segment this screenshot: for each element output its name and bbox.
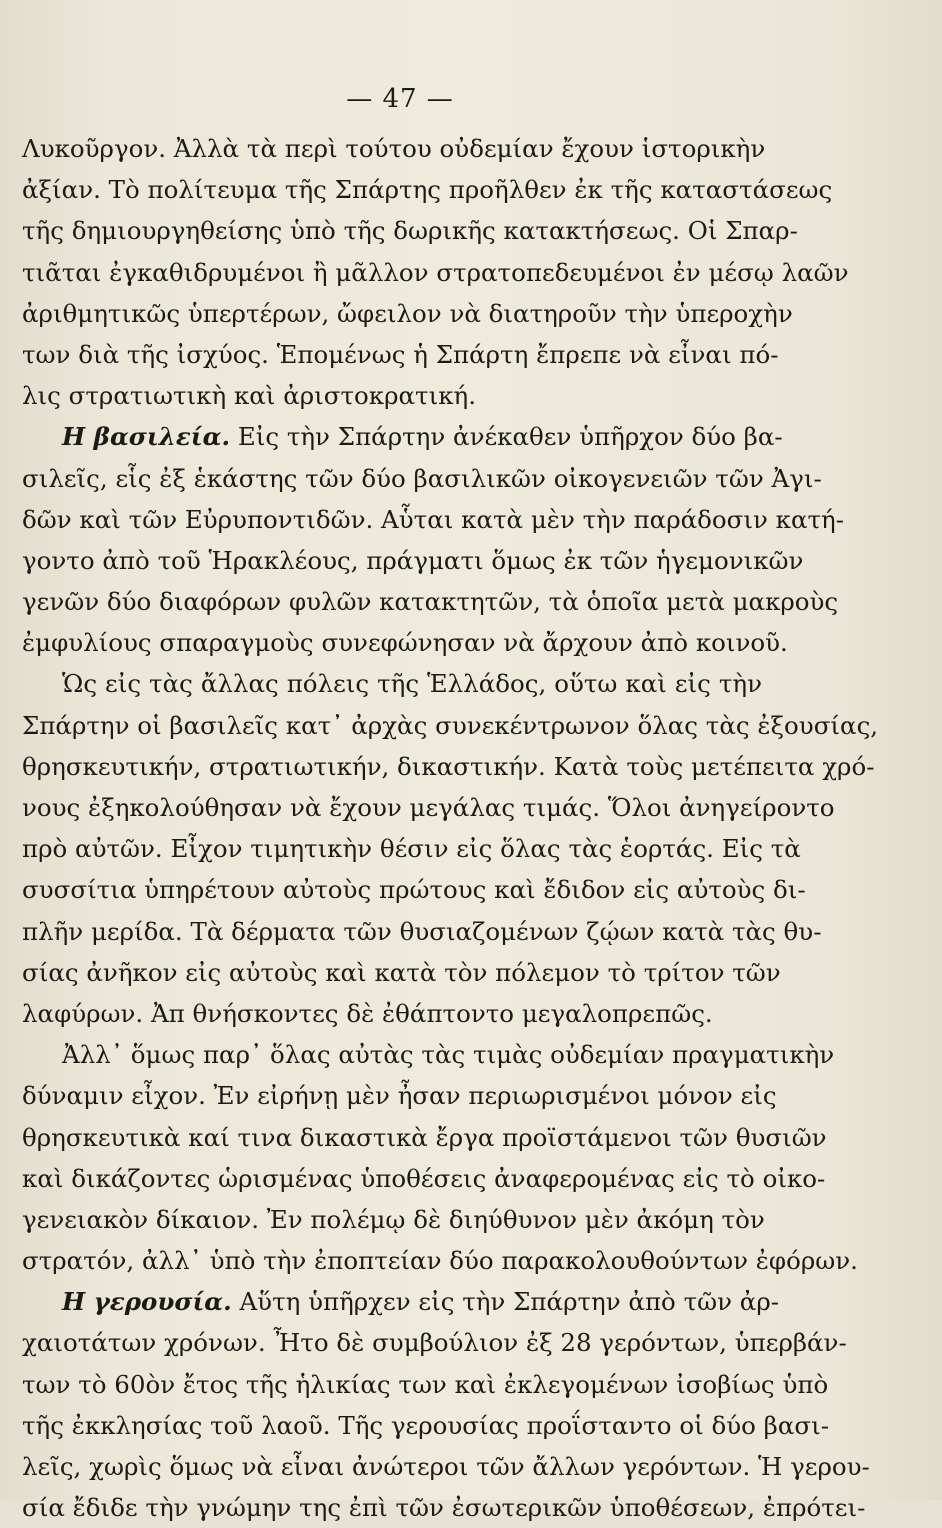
text-line	[22, 375, 762, 416]
text-line	[22, 458, 822, 499]
line-text: σία ἔδιδε τὴν γνώμην της ἐπὶ τῶν ἐσωτερικῶν ὑποθέσεων, ἐπρότει-	[22, 1493, 866, 1523]
line-text: στρατόν, ἀλλ᾿ ὑπὸ τὴν ἐποπτείαν δύο παρακολουθούντων ἐφόρων.	[22, 1246, 858, 1276]
text-line	[22, 293, 793, 334]
line-text: θρησκευτικὰ καί τινα δικαστικὰ ἔργα προϊστάμενοι τῶν θυσιῶν	[22, 1122, 827, 1152]
line-text: πλῆν μερίδα. Τὰ δέρματα τῶν θυσιαζομένων ζῴων κατὰ τὰς θυ-	[22, 916, 822, 946]
text-line	[22, 911, 822, 952]
text-line	[22, 169, 833, 210]
text-line	[22, 952, 781, 993]
text-line	[22, 1075, 777, 1116]
text-line	[22, 334, 779, 375]
line-text: καὶ δικάζοντες ὡρισμένας ὑποθέσεις ἀναφερομένας εἰς τὸ οἰκο-	[22, 1163, 826, 1193]
section-heading: Η βασιλεία.	[62, 422, 231, 452]
page-number: — 47 —	[346, 84, 454, 114]
line-text: Ἀλλ᾿ ὅμως παρ᾿ ὅλας αὐτὰς τὰς τιμὰς οὐδεμίαν πραγματικὴν	[62, 1040, 835, 1070]
text-line	[22, 1158, 826, 1199]
line-text: τῆς δημιουργηθείσης ὑπὸ τῆς δωρικῆς κατακτήσεως. Οἱ Σπαρ-	[22, 216, 798, 246]
line-text: τῆς ἐκκλησίας τοῦ λαοῦ. Τῆς γερουσίας προΐσταντο οἱ δύο βασι-	[22, 1410, 829, 1440]
line-text: Λυκοῦργον. Ἀλλὰ τὰ περὶ τούτου οὐδεμίαν ἔχουν ἱστορικὴν	[22, 134, 766, 163]
text-line	[22, 1117, 827, 1158]
line-text: γενῶν δύο διαφόρων φυλῶν κατακτητῶν, τὰ ὁποῖα μετὰ μακροὺς	[22, 587, 839, 617]
text-line	[22, 581, 839, 622]
line-text: τιᾶται ἐγκαθιδρυμένοι ἢ μᾶλλον στρατοπεδευμένοι ἐν μέσῳ λαῶν	[22, 257, 849, 287]
text-line	[22, 1199, 765, 1240]
text-line	[22, 1487, 866, 1528]
text-line	[22, 540, 804, 581]
line-text: δῶν καὶ τῶν Εὐρυποντιδῶν. Αὗται κατὰ μὲν τὴν παράδοσιν κατή-	[22, 504, 845, 534]
text-line	[22, 1446, 870, 1487]
text-line	[22, 869, 806, 910]
line-text: Σπάρτην οἱ βασιλεῖς κατ᾿ ἀρχὰς συνεκέντρωνον ὅλας τὰς ἐξουσίας,	[22, 710, 879, 740]
text-line	[22, 787, 835, 828]
body-text	[22, 128, 879, 1528]
line-text: ἀξίαν. Τὸ πολίτευμα τῆς Σπάρτης προῆλθεν ἐκ τῆς καταστάσεως	[22, 175, 833, 205]
text-line	[22, 1364, 829, 1405]
text-line	[22, 128, 766, 169]
line-text: γοντο ἀπὸ τοῦ Ἡρακλέους, πράγματι ὅμως ἐκ τῶν ἡγεμονικῶν	[22, 545, 804, 575]
text-line	[22, 1405, 829, 1446]
text-line	[22, 746, 875, 787]
line-text: λαφύρων. Ἀπ θνήσκοντες δὲ ἐθάπτοντο μεγαλοπρεπῶς.	[22, 998, 713, 1028]
text-line	[22, 1034, 835, 1075]
line-text: συσσίτια ὑπηρέτουν αὐτοὺς πρώτους καὶ ἔδιδον εἰς αὐτοὺς δι-	[22, 875, 806, 905]
line-text: Ὡς εἰς τὰς ἄλλας πόλεις τῆς Ἑλλάδος, οὕτω καὶ εἰς τὴν	[62, 669, 762, 699]
text-line	[22, 622, 788, 663]
line-text: χαιοτάτων χρόνων. Ἦτο δὲ συμβούλιον ἐξ 28 γερόντων, ὑπερβάν-	[22, 1328, 847, 1358]
text-line	[22, 663, 762, 704]
text-line	[22, 993, 762, 1034]
section-heading: Η γερουσία.	[62, 1287, 232, 1317]
line-text: σιλεῖς, εἷς ἐξ ἑκάστης τῶν δύο βασιλικῶν οἰκογενειῶν τῶν Ἀγι-	[22, 463, 822, 493]
text-line	[22, 1322, 847, 1363]
text-line	[22, 1240, 858, 1281]
line-text: ἀριθμητικῶς ὑπερτέρων, ὤφειλον νὰ διατηροῦν τὴν ὑπεροχὴν	[22, 298, 793, 328]
text-line	[22, 416, 783, 457]
line-text: σίας ἀνῆκον εἰς αὐτοὺς καὶ κατὰ τὸν πόλεμον τὸ τρίτον τῶν	[22, 957, 781, 987]
line-text: Αὕτη ὑπῆρχεν εἰς τὴν Σπάρτην ἀπὸ τῶν ἀρ-	[239, 1287, 780, 1317]
line-text: Εἰς τὴν Σπάρτην ἀνέκαθεν ὑπῆρχον δύο βα-	[237, 422, 783, 452]
text-line	[22, 252, 849, 293]
text-line	[22, 705, 879, 746]
line-text: θρησκευτικήν, στρατιωτικήν, δικαστικήν. Κατὰ τοὺς μετέπειτα χρό-	[22, 751, 875, 781]
text-line	[22, 828, 801, 869]
line-text: λεῖς, χωρὶς ὅμως νὰ εἶναι ἀνώτεροι τῶν ἄλλων γερόντων. Ἡ γερου-	[22, 1452, 870, 1481]
line-text: των διὰ τῆς ἰσχύος. Ἑπομένως ἡ Σπάρτη ἔπρεπε νὰ εἶναι πό-	[22, 339, 779, 369]
text-line	[22, 210, 798, 251]
text-line	[22, 1281, 780, 1322]
line-text: λις στρατιωτικὴ καὶ ἀριστοκρατική.	[22, 381, 476, 411]
line-text: δύναμιν εἶχον. Ἐν εἰρήνῃ μὲν ἦσαν περιωρισμένοι μόνον εἰς	[22, 1081, 777, 1111]
text-line	[22, 499, 845, 540]
line-text: των τὸ 60ὸν ἔτος τῆς ἡλικίας των καὶ ἐκλεγομένων ἰσοβίως ὑπὸ	[22, 1369, 829, 1399]
line-text: πρὸ αὐτῶν. Εἶχον τιμητικὴν θέσιν εἰς ὅλας τὰς ἑορτάς. Εἰς τὰ	[22, 834, 801, 864]
line-text: ἐμφυλίους σπαραγμοὺς συνεφώνησαν νὰ ἄρχουν ἀπὸ κοινοῦ.	[22, 628, 788, 658]
line-text: γενειακὸν δίκαιον. Ἐν πολέμῳ δὲ διηύθυνον μὲν ἀκόμη τὸν	[22, 1204, 765, 1234]
line-text: νους ἐξηκολούθησαν νὰ ἔχουν μεγάλας τιμάς. Ὅλοι ἀνηγείροντο	[22, 793, 835, 822]
